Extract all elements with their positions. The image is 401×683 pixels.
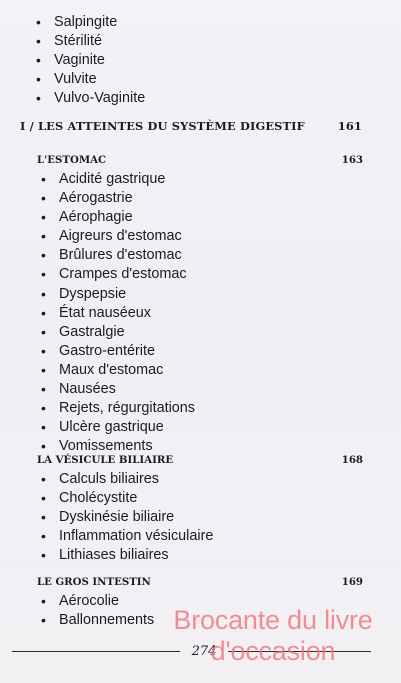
bullet-icon: • <box>41 247 46 264</box>
list-item: • Gastralgie <box>41 323 363 342</box>
list-item: • Dyspepsie <box>41 285 363 304</box>
list-item: • Vulvite <box>36 71 97 87</box>
list-item: • Aérogastrie <box>41 189 363 208</box>
subsection-heading: L'ESTOMAC 163 <box>37 154 363 166</box>
bullet-icon: • <box>41 547 46 564</box>
bullet-icon: • <box>41 509 46 526</box>
list-item: • Maux d'estomac <box>41 361 363 380</box>
list-item: • Dyskinésie biliaire <box>41 508 363 527</box>
bullet-icon: • <box>41 381 46 398</box>
list-item: • Brûlures d'estomac <box>41 246 363 265</box>
section-title-text: I / LES ATTEINTES DU SYSTÈME DIGESTIF <box>20 119 305 133</box>
list-item: • Aérophagie <box>41 208 363 227</box>
bullet-icon: • <box>36 52 41 68</box>
watermark-line-2: d'occasion <box>210 636 336 666</box>
bullet-icon: • <box>41 266 46 283</box>
bullet-icon: • <box>41 400 46 417</box>
list-item: • Vomissements <box>41 437 363 456</box>
list-item: • Nausées <box>41 380 363 399</box>
bullet-icon: • <box>41 419 46 436</box>
subsection-page-number: 169 <box>341 576 363 588</box>
top-bullet-list <box>36 13 145 108</box>
list-item: • Vulvo-Vaginite <box>36 90 146 106</box>
bullet-icon: • <box>41 209 46 226</box>
bullet-icon: • <box>36 90 41 106</box>
list-item: • Aérocolie <box>41 592 363 611</box>
list-item: • Inflammation vésiculaire <box>41 527 363 546</box>
bullet-icon: • <box>41 171 46 187</box>
bullet-icon: • <box>36 14 41 30</box>
subsection-page-number: 163 <box>341 154 363 166</box>
section-title <box>20 118 362 134</box>
section-page-number: 161 <box>337 119 362 133</box>
bullet-icon: • <box>41 593 46 609</box>
bullet-icon: • <box>41 471 46 487</box>
bullet-icon: • <box>41 438 46 455</box>
subsection-list <box>41 170 363 456</box>
subsection-heading: LA VÉSICULE BILIAIRE 168 <box>37 454 363 466</box>
list-item: • État nauséeux <box>41 304 363 323</box>
list-item: • Acidité gastrique <box>41 170 363 189</box>
bullet-icon: • <box>36 33 41 49</box>
subsection-list <box>41 470 363 565</box>
watermark <box>145 605 401 667</box>
bullet-icon: • <box>41 361 46 378</box>
bullet-icon: • <box>41 323 46 340</box>
subsection-estomac <box>34 152 363 456</box>
list-item: • Rejets, régurgitations <box>41 399 363 418</box>
bullet-icon: • <box>41 490 46 507</box>
bullet-icon: • <box>41 190 46 207</box>
list-item: • Stérilité <box>36 33 102 49</box>
list-item: • Vaginite <box>36 52 105 68</box>
bullet-icon: • <box>41 612 46 629</box>
page-number: 274 <box>180 644 228 660</box>
list-item: • Ulcère gastrique <box>41 418 363 437</box>
list-item: • Salpingite <box>36 14 118 30</box>
bullet-icon: • <box>41 342 46 359</box>
list-item: • Lithiases biliaires <box>41 546 363 565</box>
bullet-icon: • <box>41 285 46 302</box>
subsection-vesicule-biliaire <box>34 452 363 565</box>
list-item: • Crampes d'estomac <box>41 265 363 284</box>
bullet-icon: • <box>41 228 46 245</box>
list-item: • Gastro-entérite <box>41 342 363 361</box>
watermark-line-1: Brocante du livre <box>173 605 373 635</box>
subsection-heading: LE GROS INTESTIN 169 <box>37 576 363 588</box>
subsection-page-number: 168 <box>341 454 363 466</box>
list-item: • Ballonnements <box>41 611 363 630</box>
bullet-icon: • <box>41 304 46 321</box>
list-item: • Aigreurs d'estomac <box>41 227 363 246</box>
list-item: • Calculs biliaires <box>41 470 363 489</box>
bullet-icon: • <box>41 528 46 545</box>
bullet-icon: • <box>36 71 41 87</box>
list-item: • Cholécystite <box>41 489 363 508</box>
